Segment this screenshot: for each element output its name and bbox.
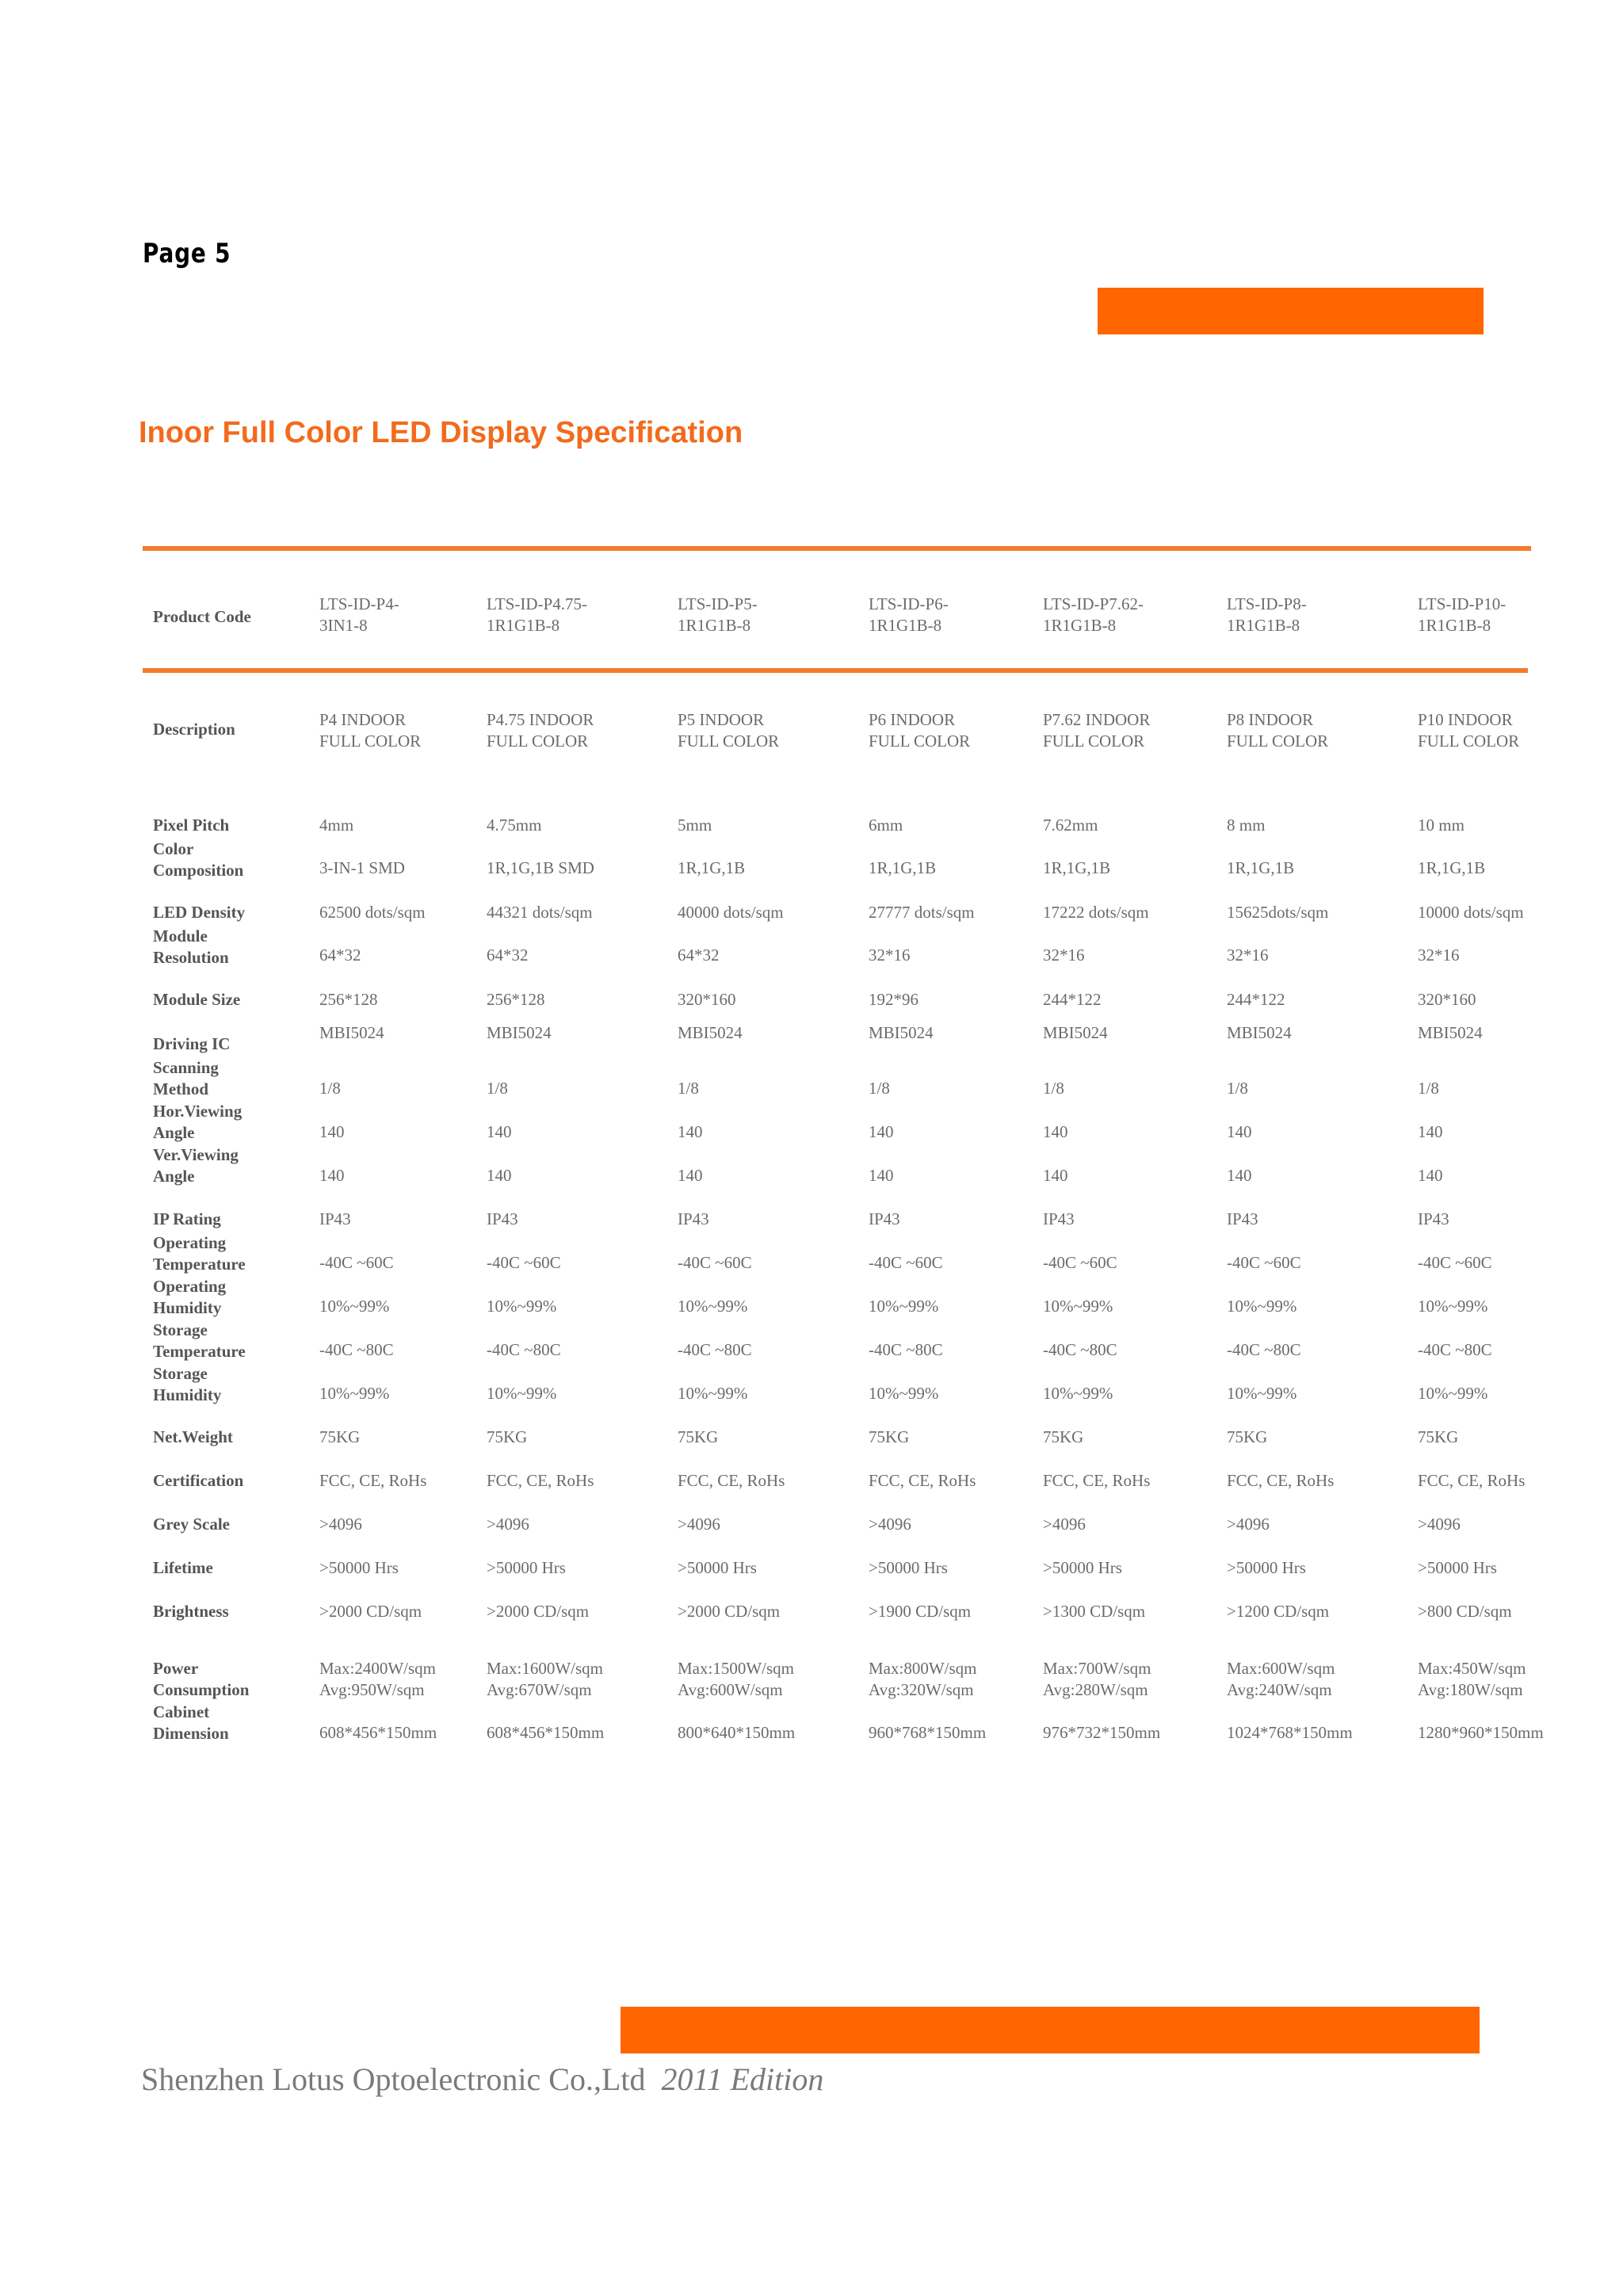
table-cell: 140 (1043, 1166, 1068, 1185)
footer-company: Shenzhen Lotus Optoelectronic Co.,Ltd (141, 2061, 646, 2097)
table-cell: FCC, CE, RoHs (1227, 1471, 1335, 1490)
page-number: Page 5 (143, 238, 231, 269)
table-cell: Avg:950W/sqm (319, 1680, 425, 1699)
row-label: IP Rating (153, 1209, 221, 1228)
table-cell: 64*32 (319, 946, 361, 965)
table-cell: 192*96 (869, 990, 918, 1009)
table-cell: >4096 (869, 1515, 911, 1534)
table-cell: FULL COLOR (1418, 732, 1520, 751)
table-cell: -40C ~60C (678, 1253, 752, 1272)
table-cell: >1200 CD/sqm (1227, 1602, 1330, 1621)
table-cell: 608*456*150mm (319, 1723, 437, 1742)
table-cell: FCC, CE, RoHs (678, 1471, 785, 1490)
table-cell: 1280*960*150mm (1418, 1723, 1544, 1742)
table-cell: 1R,1G,1B SMD (487, 858, 594, 877)
table-cell: 140 (678, 1166, 703, 1185)
row-label: Dimension (153, 1724, 229, 1743)
row-label: Net.Weight (153, 1427, 233, 1446)
row-label: Module Size (153, 990, 241, 1009)
table-cell: FULL COLOR (1043, 732, 1145, 751)
table-cell: MBI5024 (869, 1023, 934, 1042)
table-cell: 320*160 (1418, 990, 1476, 1009)
table-cell: >50000 Hrs (1418, 1558, 1497, 1577)
table-cell: 1R1G1B-8 (678, 616, 751, 635)
table-cell: FCC, CE, RoHs (487, 1471, 594, 1490)
row-label: Consumption (153, 1680, 250, 1699)
table-cell: LTS-ID-P5- (678, 594, 758, 613)
table-cell: >50000 Hrs (487, 1558, 566, 1577)
table-cell: FULL COLOR (319, 732, 422, 751)
table-cell: -40C ~80C (1043, 1340, 1117, 1359)
table-cell: 256*128 (487, 990, 545, 1009)
row-label: Color (153, 839, 194, 858)
table-cell: 32*16 (1418, 946, 1460, 965)
table-cell: -40C ~60C (1418, 1253, 1492, 1272)
row-label: Temperature (153, 1342, 246, 1361)
table-cell: 140 (487, 1122, 512, 1141)
row-label: Method (153, 1079, 208, 1098)
table-cell: >50000 Hrs (319, 1558, 399, 1577)
table-cell: >1900 CD/sqm (869, 1602, 972, 1621)
table-cell: 10%~99% (319, 1384, 390, 1403)
table-cell: 3-IN-1 SMD (319, 858, 405, 877)
table-cell: -40C ~60C (869, 1253, 943, 1272)
table-cell: 75KG (1043, 1427, 1084, 1446)
table-cell: 7.62mm (1043, 816, 1098, 835)
table-cell: -40C ~80C (487, 1340, 561, 1359)
table-cell: 75KG (1227, 1427, 1268, 1446)
table-cell: 140 (1227, 1166, 1252, 1185)
table-cell: 800*640*150mm (678, 1723, 796, 1742)
row-label: Pixel Pitch (153, 816, 230, 835)
table-cell: 1024*768*150mm (1227, 1723, 1353, 1742)
table-cell: 1R1G1B-8 (487, 616, 560, 635)
table-cell: 10%~99% (1043, 1297, 1113, 1316)
table-cell: IP43 (319, 1209, 351, 1228)
table-cell: 140 (1227, 1122, 1252, 1141)
table-cell: 10%~99% (869, 1384, 939, 1403)
table-cell: 10%~99% (1418, 1297, 1488, 1316)
table-cell: >2000 CD/sqm (319, 1602, 422, 1621)
table-cell: FCC, CE, RoHs (1043, 1471, 1151, 1490)
table-cell: 1R,1G,1B (1227, 858, 1295, 877)
table-cell: 1R1G1B-8 (1418, 616, 1491, 635)
table-cell: >4096 (1418, 1515, 1461, 1534)
table-cell: 44321 dots/sqm (487, 903, 593, 922)
table-cell: >4096 (487, 1515, 529, 1534)
table-cell: 1/8 (1043, 1079, 1064, 1098)
table-cell: 140 (319, 1122, 345, 1141)
table-cell: 1/8 (869, 1079, 890, 1098)
table-cell: 1R,1G,1B (1043, 858, 1111, 877)
table-cell: >2000 CD/sqm (678, 1602, 781, 1621)
table-cell: LTS-ID-P7.62- (1043, 594, 1144, 613)
table-cell: 8 mm (1227, 816, 1266, 835)
table-cell: IP43 (1418, 1209, 1449, 1228)
row-label: Composition (153, 861, 244, 880)
table-cell: FCC, CE, RoHs (1418, 1471, 1526, 1490)
table-cell: 75KG (678, 1427, 719, 1446)
table-cell: MBI5024 (678, 1023, 743, 1042)
table-cell: 244*122 (1227, 990, 1285, 1009)
table-cell: IP43 (869, 1209, 900, 1228)
row-label: Humidity (153, 1298, 222, 1317)
table-cell: -40C ~80C (869, 1340, 943, 1359)
table-cell: IP43 (1043, 1209, 1075, 1228)
row-label: Driving IC (153, 1034, 231, 1053)
row-label: Power (153, 1659, 199, 1678)
table-cell: IP43 (1227, 1209, 1258, 1228)
table-cell: 140 (869, 1122, 894, 1141)
table-cell: 10%~99% (869, 1297, 939, 1316)
table-cell: P4 INDOOR (319, 710, 407, 729)
table-cell: 4.75mm (487, 816, 542, 835)
table-cell: -40C ~60C (1227, 1253, 1301, 1272)
table-cell: 1R1G1B-8 (1227, 616, 1300, 635)
table-cell: LTS-ID-P8- (1227, 594, 1307, 613)
row-label: Storage (153, 1364, 208, 1383)
table-cell: 32*16 (1227, 946, 1269, 965)
table-cell: Max:1600W/sqm (487, 1659, 603, 1678)
table-cell: 140 (1418, 1122, 1443, 1141)
row-label: Lifetime (153, 1558, 213, 1577)
table-cell: MBI5024 (1418, 1023, 1483, 1042)
table-cell: MBI5024 (487, 1023, 552, 1042)
table-cell: 40000 dots/sqm (678, 903, 784, 922)
table-cell: FULL COLOR (678, 732, 780, 751)
row-label: Angle (153, 1167, 195, 1186)
table-cell: 64*32 (487, 946, 529, 965)
table-cell: 140 (678, 1122, 703, 1141)
table-cell: 10%~99% (1227, 1384, 1297, 1403)
table-cell: 1R,1G,1B (678, 858, 746, 877)
table-cell: 75KG (487, 1427, 528, 1446)
table-cell: 256*128 (319, 990, 378, 1009)
table-cell: 10%~99% (319, 1297, 390, 1316)
table-cell: 1R1G1B-8 (869, 616, 942, 635)
table-cell: P5 INDOOR (678, 710, 765, 729)
table-cell: 32*16 (1043, 946, 1085, 965)
table-cell: 1R1G1B-8 (1043, 616, 1117, 635)
table-cell: Avg:600W/sqm (678, 1680, 783, 1699)
table-cell: -40C ~80C (1227, 1340, 1301, 1359)
table-cell: FCC, CE, RoHs (869, 1471, 976, 1490)
table-cell: >2000 CD/sqm (487, 1602, 590, 1621)
table-cell: Max:1500W/sqm (678, 1659, 794, 1678)
footer (141, 2061, 823, 2098)
table-cell: 140 (319, 1166, 345, 1185)
table-cell: FULL COLOR (1227, 732, 1329, 751)
table-cell: 1R,1G,1B (869, 858, 937, 877)
table-cell: P6 INDOOR (869, 710, 956, 729)
table-cell: FCC, CE, RoHs (319, 1471, 427, 1490)
table-cell: Max:700W/sqm (1043, 1659, 1151, 1678)
table-cell: 3IN1-8 (319, 616, 368, 635)
footer-accent-bar (621, 2007, 1480, 2053)
table-cell: 10%~99% (487, 1297, 557, 1316)
table-cell: 10000 dots/sqm (1418, 903, 1524, 922)
table-cell: Avg:320W/sqm (869, 1680, 974, 1699)
table-cell: 4mm (319, 816, 354, 835)
table-cell: -40C ~80C (678, 1340, 752, 1359)
table-cell: Max:2400W/sqm (319, 1659, 436, 1678)
row-label: Cabinet (153, 1702, 210, 1721)
table-cell: 976*732*150mm (1043, 1723, 1161, 1742)
table-cell: -40C ~80C (1418, 1340, 1492, 1359)
table-cell: 1/8 (319, 1079, 341, 1098)
table-cell: 10%~99% (678, 1297, 748, 1316)
table-cell: P7.62 INDOOR (1043, 710, 1151, 729)
table-cell: 608*456*150mm (487, 1723, 605, 1742)
table-cell: P4.75 INDOOR (487, 710, 594, 729)
row-label: Humidity (153, 1385, 222, 1404)
row-label: Scanning (153, 1058, 219, 1077)
row-label: Operating (153, 1233, 227, 1252)
table-cell: 140 (487, 1166, 512, 1185)
table-cell: FULL COLOR (869, 732, 971, 751)
table-cell: 320*160 (678, 990, 736, 1009)
table-cell: IP43 (678, 1209, 709, 1228)
table-cell: >800 CD/sqm (1418, 1602, 1512, 1621)
table-cell: 10%~99% (678, 1384, 748, 1403)
table-cell: P8 INDOOR (1227, 710, 1314, 729)
table-cell: >50000 Hrs (1043, 1558, 1122, 1577)
table-cell: LTS-ID-P4- (319, 594, 399, 613)
table-cell: 32*16 (869, 946, 911, 965)
table-cell: 17222 dots/sqm (1043, 903, 1149, 922)
table-cell: >4096 (678, 1515, 720, 1534)
table-cell: 960*768*150mm (869, 1723, 987, 1742)
table-cell: MBI5024 (319, 1023, 384, 1042)
row-label: Certification (153, 1471, 244, 1490)
table-cell: 62500 dots/sqm (319, 903, 426, 922)
table-cell: Avg:670W/sqm (487, 1680, 592, 1699)
table-cell: 5mm (678, 816, 712, 835)
table-cell: -40C ~60C (1043, 1253, 1117, 1272)
table-cell: >4096 (1227, 1515, 1270, 1534)
table-cell: 140 (1418, 1166, 1443, 1185)
table-cell: MBI5024 (1043, 1023, 1108, 1042)
row-label: Angle (153, 1123, 195, 1142)
table-cell: Max:450W/sqm (1418, 1659, 1526, 1678)
table-cell: >4096 (1043, 1515, 1086, 1534)
table-cell: 1/8 (678, 1079, 699, 1098)
table-cell: P10 INDOOR (1418, 710, 1513, 729)
page-title: Inoor Full Color LED Display Specification (139, 416, 743, 449)
table-cell: -40C ~60C (487, 1253, 561, 1272)
table-cell: Max:800W/sqm (869, 1659, 977, 1678)
table-cell: 244*122 (1043, 990, 1102, 1009)
row-label: Hor.Viewing (153, 1102, 242, 1121)
table-cell: Avg:180W/sqm (1418, 1680, 1523, 1699)
row-label: Operating (153, 1277, 227, 1296)
row-label: Resolution (153, 948, 229, 967)
table-cell: Max:600W/sqm (1227, 1659, 1335, 1678)
row-label: Module (153, 926, 208, 946)
table-cell: -40C ~60C (319, 1253, 394, 1272)
table-cell: 64*32 (678, 946, 720, 965)
table-cell: 1/8 (1227, 1079, 1248, 1098)
row-label: LED Density (153, 903, 246, 922)
table-cell: >50000 Hrs (869, 1558, 948, 1577)
row-label: Storage (153, 1320, 208, 1339)
table-cell: 10%~99% (487, 1384, 557, 1403)
table-cell: >50000 Hrs (678, 1558, 757, 1577)
row-label: Product Code (153, 607, 251, 626)
table-cell: >50000 Hrs (1227, 1558, 1306, 1577)
table-cell: LTS-ID-P4.75- (487, 594, 587, 613)
row-label: Grey Scale (153, 1515, 231, 1534)
table-cell: >1300 CD/sqm (1043, 1602, 1146, 1621)
table-cell: 75KG (319, 1427, 361, 1446)
row-label: Temperature (153, 1255, 246, 1274)
table-cell: 1/8 (487, 1079, 508, 1098)
table-cell: Avg:280W/sqm (1043, 1680, 1148, 1699)
table-cell: 15625dots/sqm (1227, 903, 1329, 922)
table-cell: 75KG (869, 1427, 910, 1446)
table-cell: Avg:240W/sqm (1227, 1680, 1332, 1699)
table-cell: -40C ~80C (319, 1340, 394, 1359)
table-cell: >4096 (319, 1515, 362, 1534)
table-cell: LTS-ID-P10- (1418, 594, 1507, 613)
table-cell: MBI5024 (1227, 1023, 1292, 1042)
table-cell: 10%~99% (1227, 1297, 1297, 1316)
row-label: Description (153, 720, 235, 739)
table-cell: 1R,1G,1B (1418, 858, 1486, 877)
table-cell: LTS-ID-P6- (869, 594, 949, 613)
table-cell: 1/8 (1418, 1079, 1439, 1098)
table-cell: IP43 (487, 1209, 518, 1228)
table-cell: 6mm (869, 816, 903, 835)
table-cell: 27777 dots/sqm (869, 903, 975, 922)
table-cell: 10 mm (1418, 816, 1465, 835)
table-cell: 140 (1043, 1122, 1068, 1141)
row-label: Ver.Viewing (153, 1145, 239, 1164)
row-label: Brightness (153, 1602, 229, 1621)
table-cell: 10%~99% (1418, 1384, 1488, 1403)
table-cell: 75KG (1418, 1427, 1459, 1446)
table-cell: 10%~99% (1043, 1384, 1113, 1403)
table-cell: 140 (869, 1166, 894, 1185)
footer-edition: 2011 Edition (661, 2061, 824, 2097)
table-cell: FULL COLOR (487, 732, 589, 751)
